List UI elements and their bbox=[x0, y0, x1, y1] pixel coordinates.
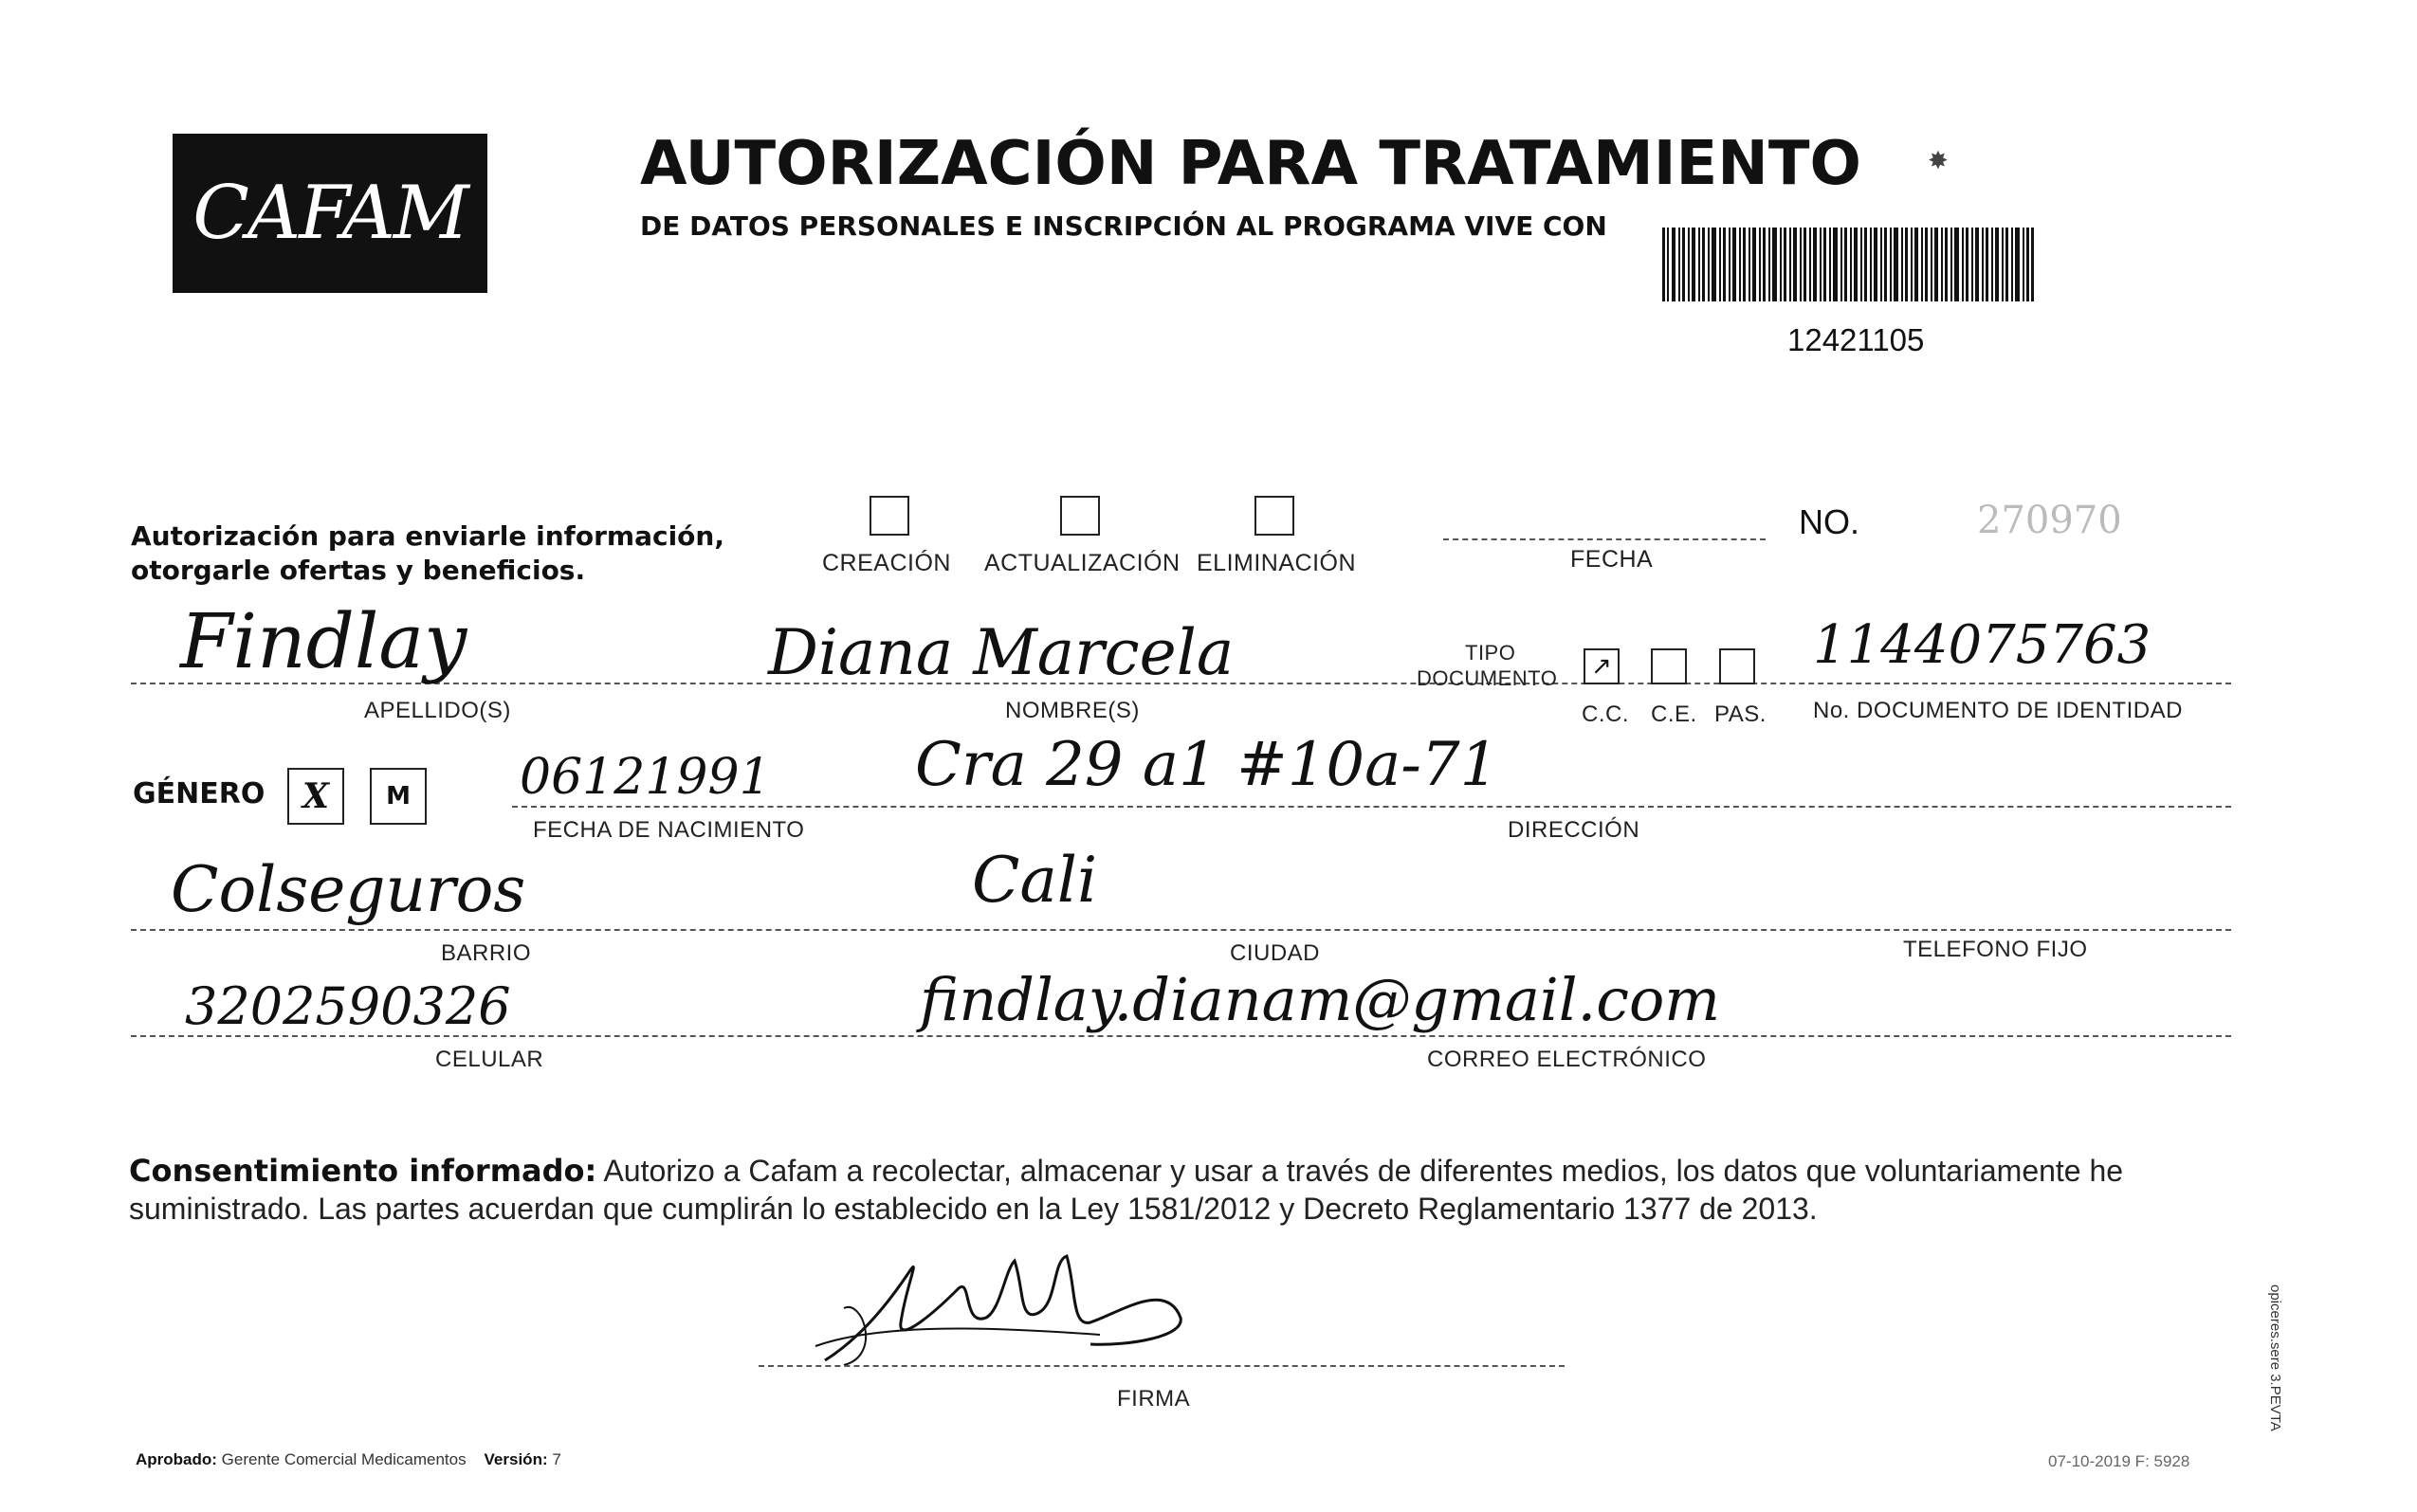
date-code: 07-10-2019 F: 5928 bbox=[2048, 1452, 2190, 1470]
check-mark-icon: ↗ bbox=[1591, 652, 1612, 681]
tipo-label: TIPO bbox=[1465, 641, 1516, 665]
cafam-logo bbox=[173, 134, 487, 293]
approval-footer bbox=[136, 1450, 561, 1469]
ce-label: C.E. bbox=[1651, 701, 1697, 727]
pas-label: PAS. bbox=[1714, 701, 1767, 727]
documento-label: DOCUMENTO bbox=[1417, 666, 1558, 690]
fecha-nac-value[interactable]: 06121991 bbox=[520, 749, 771, 806]
form-subtitle: DE DATOS PERSONALES E INSCRIPCIÓN AL PROGRAMA VIVE CON bbox=[640, 210, 1607, 242]
nombres-value[interactable]: Diana Marcela bbox=[768, 616, 1235, 689]
actualizacion-checkbox[interactable] bbox=[1060, 496, 1100, 536]
direccion-value[interactable]: Cra 29 a1 #10a-71 bbox=[915, 730, 1499, 800]
consent-heading: Consentimiento informado: bbox=[129, 1153, 597, 1189]
consent-text: Autorizo a Cafam a recolectar, almacenar y usar a través de diferentes medios, los datos que voluntariamente he suministrado. Las partes acuerdan que cumplirán lo establecido en la Ley 1581/2012 y Decreto Reglamentario 1377 de 2013. bbox=[129, 1154, 2124, 1226]
doc-number-label: No. DOCUMENTO DE IDENTIDAD bbox=[1813, 698, 2183, 723]
ciudad-label: CIUDAD bbox=[1230, 940, 1321, 966]
genero-m-label: M bbox=[386, 782, 411, 811]
creacion-label: CREACIÓN bbox=[822, 550, 951, 576]
genero-f-checkbox[interactable] bbox=[287, 768, 344, 825]
genero-m-checkbox[interactable] bbox=[370, 768, 427, 825]
telefono-label: TELEFONO FIJO bbox=[1903, 937, 2088, 962]
authorization-intro bbox=[131, 519, 724, 588]
form-number: 270970 bbox=[1977, 499, 2122, 542]
celular-label: CELULAR bbox=[435, 1047, 544, 1072]
eliminacion-checkbox[interactable] bbox=[1254, 496, 1294, 536]
consent-paragraph bbox=[129, 1152, 2229, 1228]
aprobado-label: Aprobado: bbox=[136, 1450, 217, 1468]
side-print-code: opiceres.sere 3.PEVTA bbox=[2267, 1284, 2283, 1431]
version-value: 7 bbox=[552, 1450, 561, 1468]
nombres-label: NOMBRE(S) bbox=[1005, 698, 1140, 723]
correo-value[interactable]: findlay.dianam@gmail.com bbox=[920, 965, 1721, 1034]
intro-line-1: Autorización para enviarle información, bbox=[131, 520, 724, 552]
celular-value[interactable]: 3202590326 bbox=[185, 976, 511, 1036]
ce-checkbox[interactable] bbox=[1651, 648, 1687, 684]
barcode-number: 12421105 bbox=[1787, 322, 1925, 357]
correo-label: CORREO ELECTRÓNICO bbox=[1427, 1047, 1707, 1072]
barrio-value[interactable]: Colseguros bbox=[171, 853, 526, 926]
firma-label: FIRMA bbox=[1117, 1386, 1191, 1412]
signature-line bbox=[759, 1365, 1565, 1367]
eliminacion-label: ELIMINACIÓN bbox=[1197, 550, 1357, 576]
aprobado-value: Gerente Comercial Medicamentos bbox=[221, 1450, 467, 1468]
doc-number-value[interactable]: 1144075763 bbox=[1813, 614, 2151, 676]
no-label: NO. bbox=[1799, 502, 1860, 541]
apellidos-value[interactable]: Findlay bbox=[180, 597, 467, 685]
ciudad-value[interactable]: Cali bbox=[972, 844, 1098, 917]
form-title: AUTORIZACIÓN PARA TRATAMIENTO bbox=[640, 129, 1861, 199]
version-label: Versión: bbox=[484, 1450, 548, 1468]
fecha-line[interactable] bbox=[1443, 538, 1766, 540]
cross-mark-icon: X bbox=[302, 776, 329, 816]
fecha-label: FECHA bbox=[1570, 546, 1654, 573]
birth-row-line bbox=[512, 806, 2231, 808]
intro-line-2: otorgarle ofertas y beneficios. bbox=[131, 555, 586, 586]
signature-scribble bbox=[806, 1232, 1204, 1375]
direccion-label: DIRECCIÓN bbox=[1508, 817, 1640, 843]
creacion-checkbox[interactable] bbox=[870, 496, 909, 536]
barcode bbox=[1662, 228, 2034, 301]
barrio-label: BARRIO bbox=[441, 940, 532, 966]
barrio-row-line bbox=[131, 929, 2231, 931]
logo-text: CAFAM bbox=[192, 171, 467, 256]
genero-label: GÉNERO bbox=[133, 777, 266, 811]
cc-checkbox[interactable] bbox=[1584, 648, 1620, 684]
apellidos-label: APELLIDO(S) bbox=[364, 698, 511, 723]
pas-checkbox[interactable] bbox=[1719, 648, 1755, 684]
actualizacion-label: ACTUALIZACIÓN bbox=[984, 550, 1181, 576]
cc-label: C.C. bbox=[1582, 701, 1629, 727]
smudge-mark: ✸ bbox=[1928, 147, 1949, 175]
fecha-nac-label: FECHA DE NACIMIENTO bbox=[533, 817, 805, 843]
